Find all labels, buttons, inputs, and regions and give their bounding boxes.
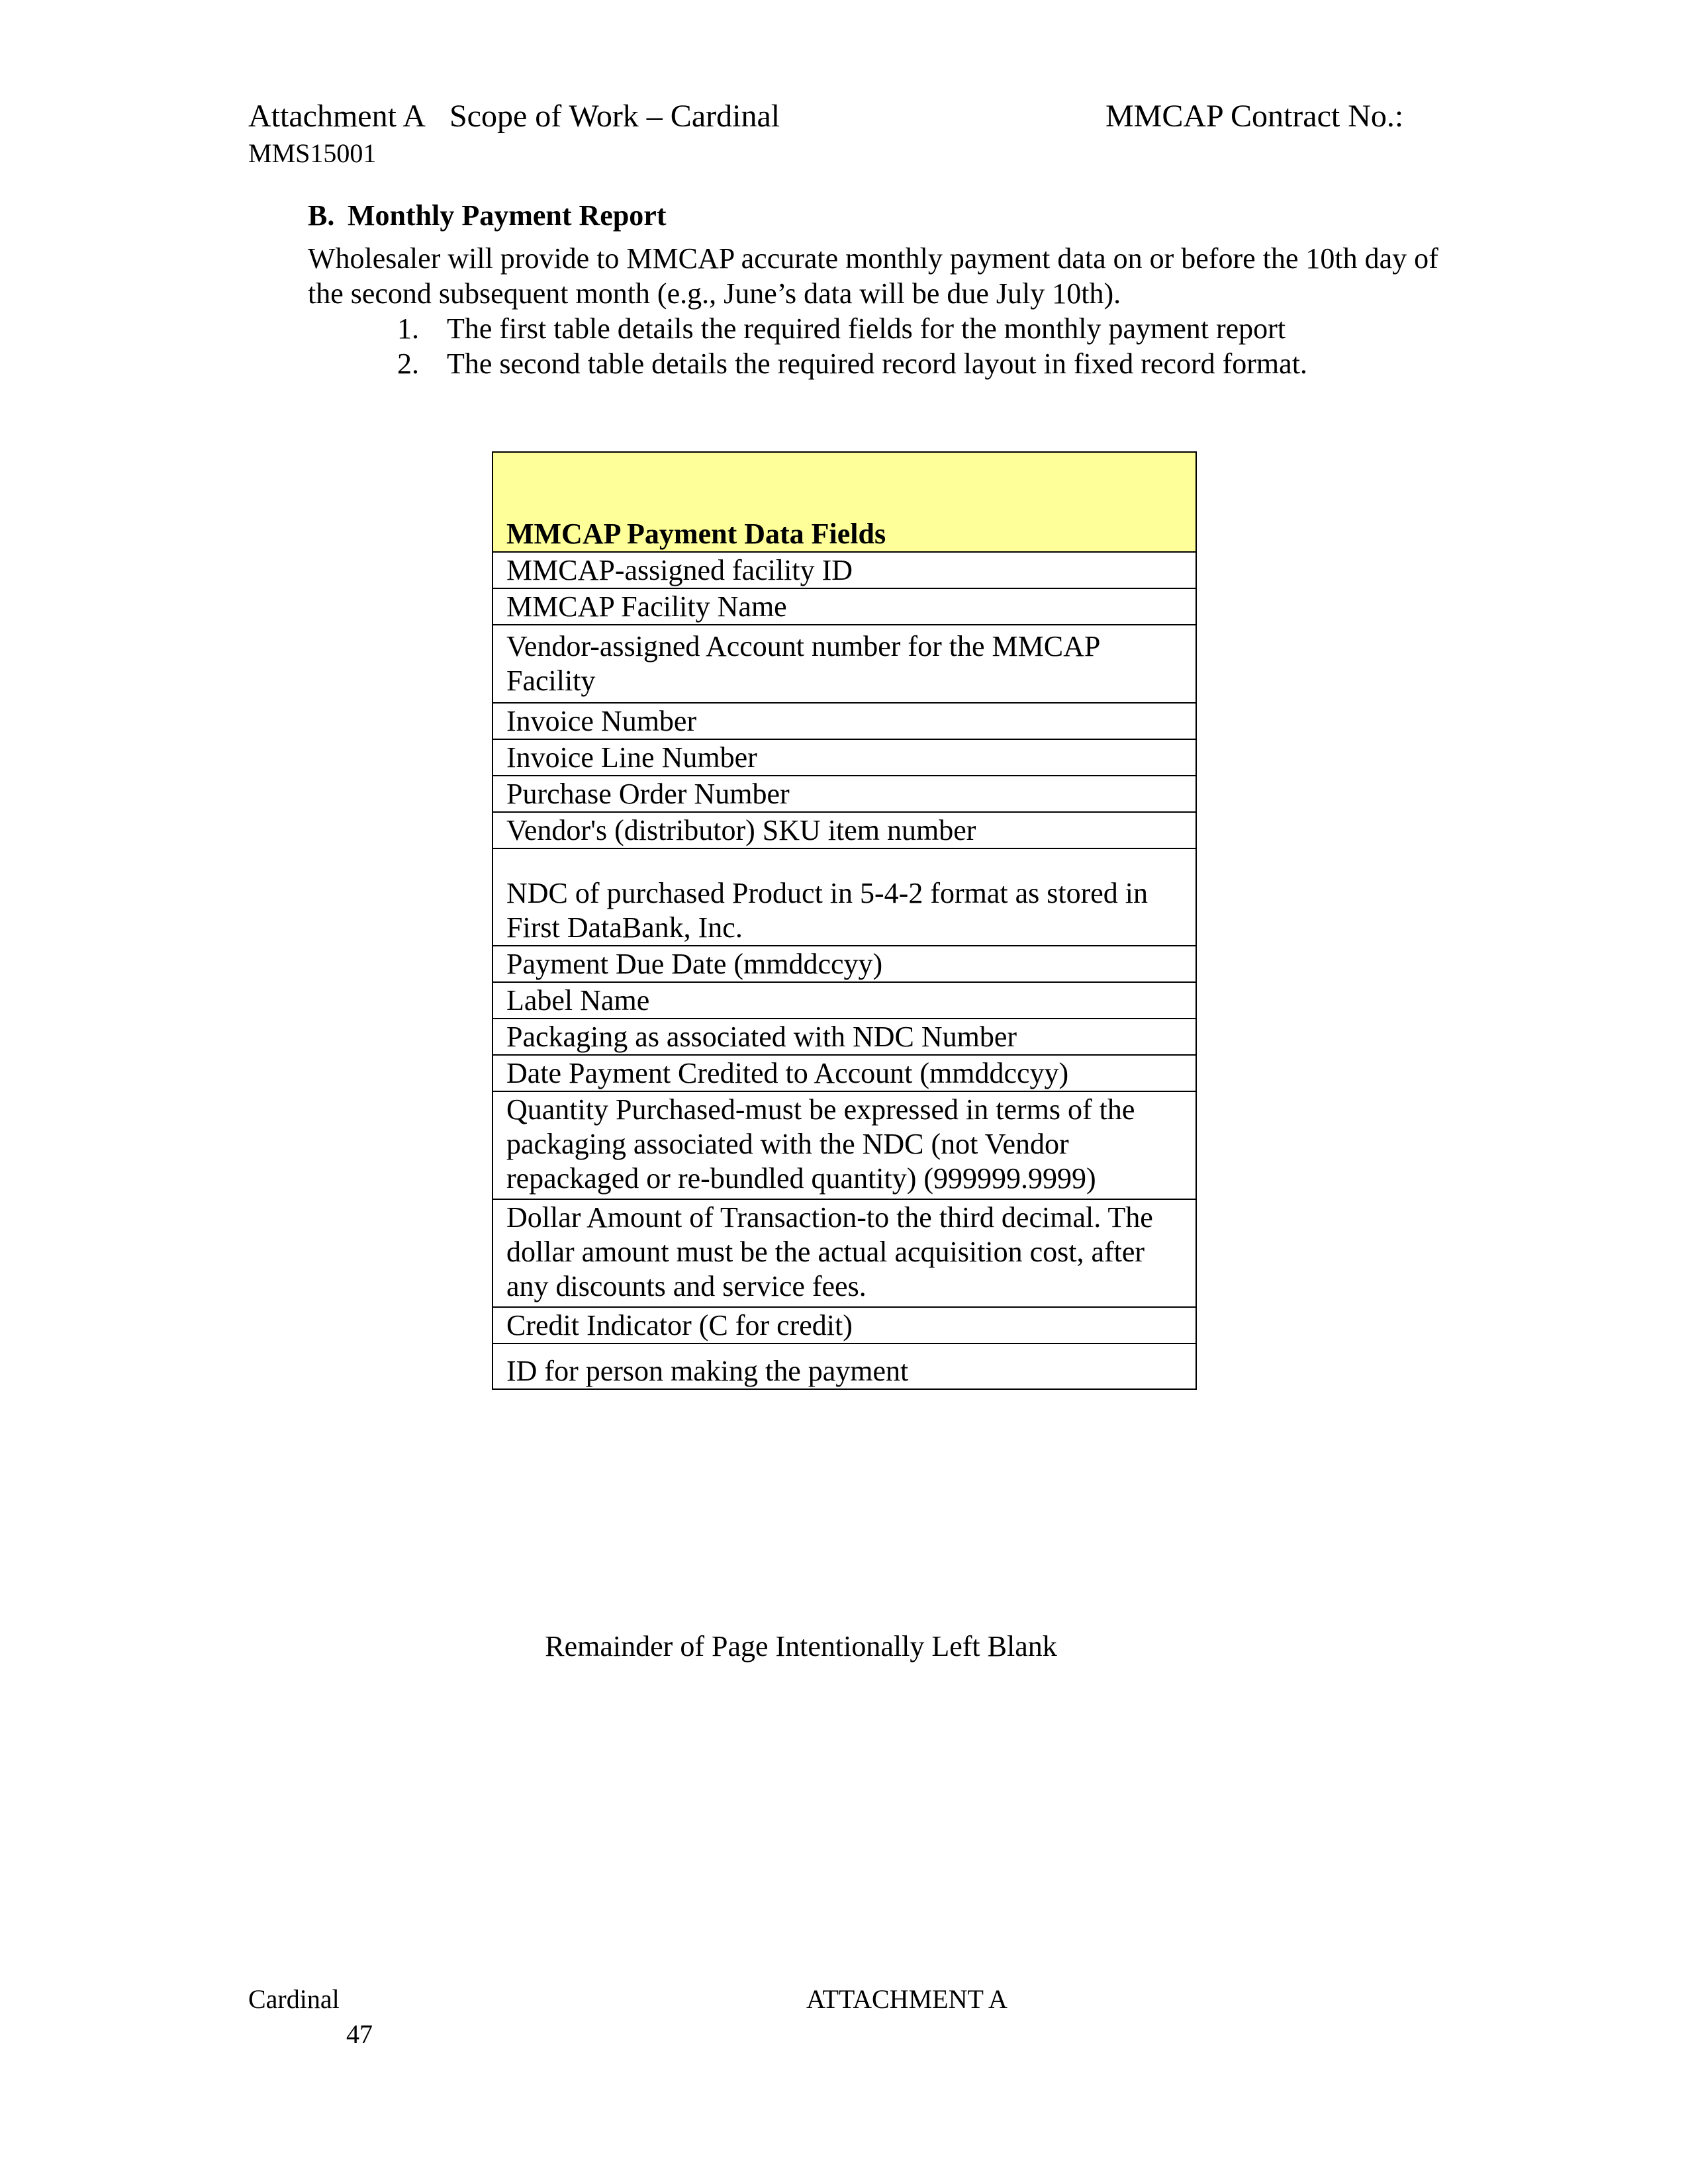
header-title <box>248 98 780 134</box>
table-row <box>492 588 1196 625</box>
blank-notice-text: Remainder of Page Intentionally Left Blank <box>545 1630 1057 1662</box>
blank-notice <box>0 1629 1688 1663</box>
table-cell: Quantity Purchased-must be expressed in terms of the packaging associated with the NDC (not Vendor repackaged or re-bundled quantity) (999999.9999) <box>492 1091 1196 1199</box>
table-row <box>492 1055 1196 1091</box>
table-cell: Dollar Amount of Transaction-to the third decimal. The dollar amount must be the actual acquisition cost, after any discounts and service fees. <box>492 1199 1196 1307</box>
section-title-text: Monthly Payment Report <box>348 199 667 232</box>
table-cell: Payment Due Date (mmddccyy) <box>492 946 1196 982</box>
table-cell: Label Name <box>492 982 1196 1019</box>
header-scope: Scope of Work – Cardinal <box>449 99 780 134</box>
list-item <box>397 311 1307 346</box>
table-row <box>492 1091 1196 1199</box>
table-row <box>492 848 1196 946</box>
section-list <box>397 311 1307 381</box>
header-contract-label: MMCAP Contract No.: <box>1105 99 1404 134</box>
list-item-text: The first table details the required fields for the monthly payment report <box>447 312 1286 345</box>
table-row <box>492 625 1196 703</box>
table-row <box>492 812 1196 848</box>
table-row <box>492 1019 1196 1055</box>
table-cell: Date Payment Credited to Account (mmddccyy) <box>492 1055 1196 1091</box>
table-cell: MMCAP-assigned facility ID <box>492 552 1196 588</box>
section-intro: Wholesaler will provide to MMCAP accurate monthly payment data on or before the 10th day of the second subsequent month (e.g., June’s data will be due July 10th). <box>308 242 1438 310</box>
list-item <box>397 346 1307 381</box>
table-cell: NDC of purchased Product in 5-4-2 format as stored in First DataBank, Inc. <box>492 848 1196 946</box>
table-cell: Vendor's (distributor) SKU item number <box>492 812 1196 848</box>
list-item-number: 2. <box>397 347 419 380</box>
footer-center: ATTACHMENT A <box>806 1984 1008 2014</box>
header-attachment: Attachment A <box>248 99 426 134</box>
table-row <box>492 1307 1196 1343</box>
list-item-number: 1. <box>397 312 419 345</box>
payment-fields-table <box>492 451 1197 1390</box>
table-row <box>492 1199 1196 1307</box>
table-cell: Credit Indicator (C for credit) <box>492 1307 1196 1343</box>
table-cell: ID for person making the payment <box>492 1343 1196 1389</box>
table-cell: Packaging as associated with NDC Number <box>492 1019 1196 1055</box>
table-row <box>492 946 1196 982</box>
header-contract-number: MMS15001 <box>248 138 377 168</box>
table-cell: Vendor-assigned Account number for the MMCAP Facility <box>492 625 1196 703</box>
list-item-text: The second table details the required record layout in fixed record format. <box>447 347 1307 380</box>
table-header-cell: MMCAP Payment Data Fields <box>492 452 1196 552</box>
table-row <box>492 703 1196 739</box>
table-cell: Invoice Number <box>492 703 1196 739</box>
table-cell: Purchase Order Number <box>492 776 1196 812</box>
page-number: 47 <box>346 2019 373 2049</box>
table-row <box>492 739 1196 776</box>
table-cell: Invoice Line Number <box>492 739 1196 776</box>
table-row <box>492 1343 1196 1389</box>
section-letter: B. <box>308 199 335 232</box>
table-row <box>492 552 1196 588</box>
table-header-row <box>492 452 1196 552</box>
section-title <box>308 199 667 232</box>
footer-left: Cardinal <box>248 1984 340 2014</box>
table-cell: MMCAP Facility Name <box>492 588 1196 625</box>
table-row <box>492 776 1196 812</box>
table-row <box>492 982 1196 1019</box>
